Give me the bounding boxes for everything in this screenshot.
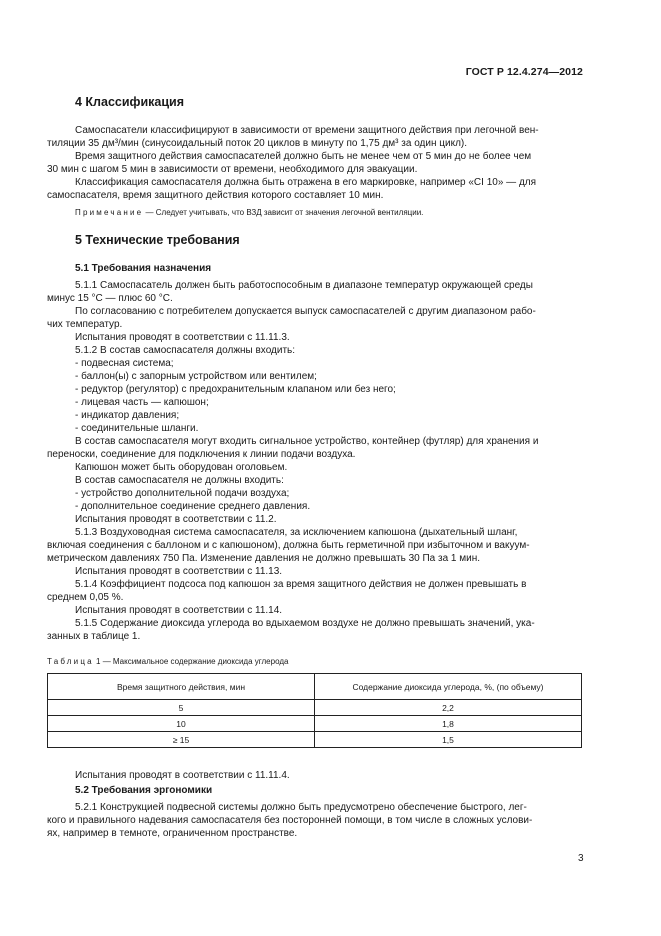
paragraph-line: 5.1.1 Самоспасатель должен быть работоспособным в диапазоне температур окружающей среды <box>75 280 533 291</box>
paragraph-line: включая соединения с баллоном и с капюшоном), должна быть герметичной при избыточном и вакуум- <box>47 540 530 551</box>
table-header-cell: Содержание диоксида углерода, %, (по объему) <box>315 674 582 700</box>
paragraph-line: чих температур. <box>47 319 123 330</box>
list-item: - редуктор (регулятор) с предохранительным клапаном или без него; <box>75 384 396 395</box>
paragraph-line: По согласованию с потребителем допускается выпуск самоспасателей с другим диапазоном рабо- <box>75 306 536 317</box>
paragraph-line: Испытания проводят в соответствии с 11.14. <box>75 605 283 616</box>
paragraph-line: 5.1.4 Коэффициент подсоса под капюшон за время защитного действия не должен превышать в <box>75 579 527 590</box>
note-label: Примечание <box>75 208 144 217</box>
note <box>75 208 423 217</box>
paragraph-line: 5.1.2 В состав самоспасателя должны входить: <box>75 345 296 356</box>
paragraph-line: Испытания проводят в соответствии с 11.11.4. <box>75 770 290 781</box>
subsection-5-1-title: 5.1 Требования назначения <box>75 263 212 274</box>
table-row <box>48 700 582 716</box>
paragraph-line: В состав самоспасателя не должны входить: <box>75 475 284 486</box>
paragraph-line: 30 мин с шагом 5 мин в зависимости от времени, необходимого для эвакуации. <box>47 164 418 175</box>
document-code: ГОСТ Р 12.4.274—2012 <box>465 66 583 78</box>
table-header-row <box>48 674 582 700</box>
paragraph-line: Самоспасатели классифицируют в зависимости от времени защитного действия при легочной вен- <box>75 125 539 136</box>
table-cell: 5 <box>48 700 315 716</box>
paragraph-line: самоспасателя, время защитного действия которого составляет 10 мин. <box>47 190 384 201</box>
table-cell: 1,8 <box>315 716 582 732</box>
list-item: - лицевая часть — капюшон; <box>75 397 209 408</box>
paragraph-line: переноски, соединение для подключения к линии подачи воздуха. <box>47 449 356 460</box>
co2-table <box>47 673 582 748</box>
list-item: - баллон(ы) с запорным устройством или вентилем; <box>75 371 317 382</box>
paragraph-line: 5.1.5 Содержание диоксида углерода во вдыхаемом воздухе не должно превышать значений, ука- <box>75 618 535 629</box>
list-item: - индикатор давления; <box>75 410 180 421</box>
section-4-title: 4 Классификация <box>75 95 185 109</box>
table-header-cell: Время защитного действия, мин <box>48 674 315 700</box>
list-item: - устройство дополнительной подачи воздуха; <box>75 488 290 499</box>
paragraph-line: тиляции 35 дм³/мин (синусоидальный поток 20 циклов в минуту по 1,75 дм³ за один цикл). <box>47 138 468 149</box>
paragraph-line: 5.2.1 Конструкцией подвесной системы должно быть предусмотрено обеспечение быстрого, лег- <box>75 802 527 813</box>
paragraph-line: Испытания проводят в соответствии с 11.13. <box>75 566 283 577</box>
paragraph-line: В состав самоспасателя могут входить сигнальное устройство, контейнер (футляр) для хранения и <box>75 436 539 447</box>
paragraph-line: занных в таблице 1. <box>47 631 141 642</box>
table-caption-text: 1 — Максимальное содержание диоксида углерода <box>96 657 289 666</box>
table-row <box>48 716 582 732</box>
paragraph-line: 5.1.3 Воздуховодная система самоспасателя, за исключением капюшона (дыхательный шланг, <box>75 527 518 538</box>
table-cell: 10 <box>48 716 315 732</box>
paragraph-line: Испытания проводят в соответствии с 11.2. <box>75 514 277 525</box>
paragraph-line: кого и правильного надевания самоспасателя без посторонней помощи, в том числе в сложных услови- <box>47 815 533 826</box>
table-caption <box>47 657 288 666</box>
table-caption-label: Таблица <box>47 657 94 666</box>
table-cell: 1,5 <box>315 732 582 748</box>
paragraph-line: среднем 0,05 %. <box>47 592 124 603</box>
paragraph-line: ях, например в темноте, ограниченном пространстве. <box>47 828 298 839</box>
note-text: — Следует учитывать, что ВЗД зависит от значения легочной вентиляции. <box>145 208 424 217</box>
paragraph-line: Капюшон может быть оборудован оголовьем. <box>75 462 288 473</box>
list-item: - дополнительное соединение среднего давления. <box>75 501 311 512</box>
paragraph-line: Классификация самоспасателя должна быть отражена в его маркировке, например «CI 10» — для <box>75 177 537 188</box>
table-row <box>48 732 582 748</box>
table-cell: ≥ 15 <box>48 732 315 748</box>
list-item: - подвесная система; <box>75 358 174 369</box>
paragraph-line: Время защитного действия самоспасателей должно быть не менее чем от 5 мин до не более чем <box>75 151 532 162</box>
section-5-title: 5 Технические требования <box>75 233 240 247</box>
paragraph-line: Испытания проводят в соответствии с 11.11.3. <box>75 332 290 343</box>
paragraph-line: минус 15 °С — плюс 60 °С. <box>47 293 173 304</box>
subsection-5-2-title: 5.2 Требования эргономики <box>75 785 213 796</box>
list-item: - соединительные шланги. <box>75 423 199 434</box>
table-cell: 2,2 <box>315 700 582 716</box>
page-number: 3 <box>578 853 584 864</box>
paragraph-line: метрическом давлениях 750 Па. Изменение давления не должно превышать 30 Па за 1 мин. <box>47 553 481 564</box>
